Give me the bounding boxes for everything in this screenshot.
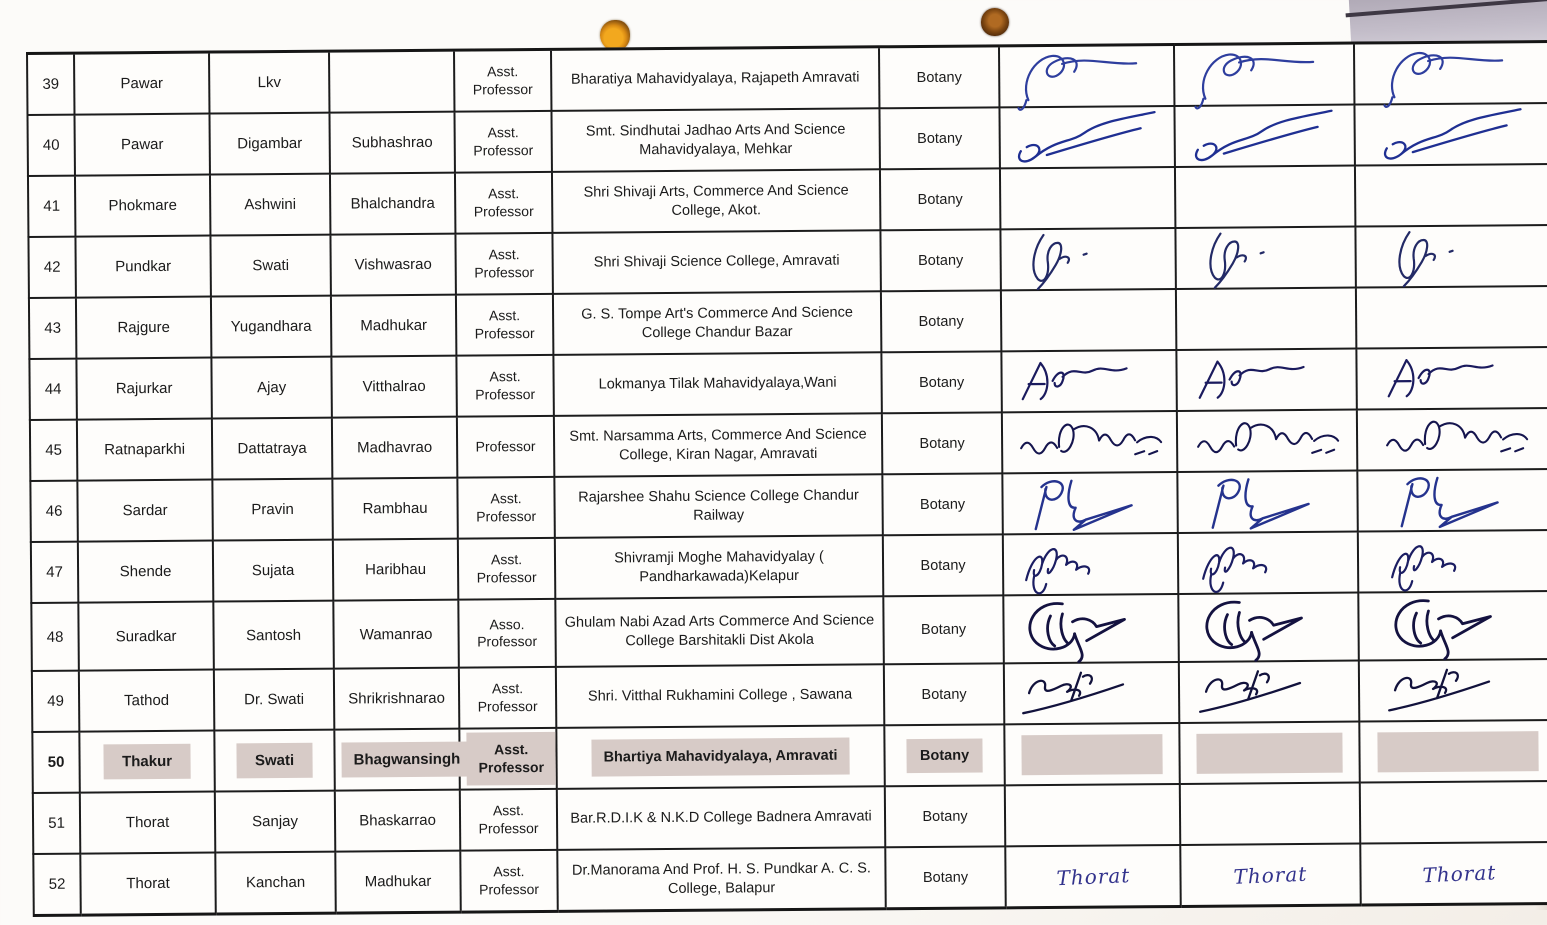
- last-name-cell: [74, 52, 209, 115]
- middle-name-cell: [332, 417, 457, 479]
- signature-cell-2: [1179, 722, 1359, 784]
- designation-cell: [459, 728, 556, 790]
- sr-no-cell: [31, 542, 78, 603]
- subject-cell-text: Botany: [918, 252, 964, 269]
- subject-cell: [882, 412, 1002, 474]
- sr-no-cell-text: 49: [47, 692, 65, 710]
- faculty-roster-table: [26, 40, 1547, 917]
- middle-name-cell: [333, 600, 459, 669]
- sr-no-cell: [30, 481, 77, 542]
- signature-cell-3: [1357, 469, 1547, 532]
- signature-cell-2: [1179, 661, 1359, 723]
- signature-cell-3: [1360, 842, 1547, 905]
- subject-cell: [883, 595, 1004, 664]
- designation-cell-text: Asst. Professor: [472, 63, 533, 97]
- signature-handwritten-name: Thorat: [1421, 859, 1497, 887]
- subject-cell: [884, 724, 1004, 786]
- subject-cell-text: Botany: [919, 435, 965, 452]
- first-name-cell: [211, 296, 331, 358]
- designation-cell: [456, 294, 553, 356]
- first-name-cell: [210, 235, 330, 297]
- middle-name-cell: [330, 234, 455, 296]
- college-cell-text: Bharatiya Mahavidyalaya, Rajapeth Amravati: [570, 69, 860, 88]
- last-name-cell-text: Thorat: [126, 874, 170, 893]
- college-cell: [553, 291, 881, 355]
- designation-cell: [454, 49, 551, 111]
- last-name-cell: [76, 358, 211, 420]
- last-name-cell: [74, 114, 209, 176]
- signature-mark-icon: [1015, 474, 1165, 533]
- middle-name-cell-text: Madhukar: [360, 316, 428, 335]
- subject-cell-text: Botany: [918, 374, 965, 391]
- last-name-cell: [80, 792, 215, 854]
- signature-cell-1: [1002, 411, 1177, 473]
- table-row: [31, 591, 1547, 671]
- signature-cell-1: [999, 106, 1174, 168]
- subject-cell: [884, 663, 1004, 725]
- signature-mark-icon: [1189, 45, 1339, 104]
- college-cell: [551, 108, 879, 172]
- signature-cell-2: [1178, 593, 1359, 662]
- first-name-cell: [212, 479, 332, 541]
- designation-cell: [460, 850, 557, 912]
- middle-name-cell-text: Madhukar: [364, 872, 432, 891]
- first-name-cell-text: Swati: [254, 751, 295, 770]
- last-name-cell-text: Rajurkar: [115, 379, 173, 398]
- signature-cell-1: [1003, 594, 1179, 663]
- signature-mark-icon: [1014, 413, 1164, 472]
- first-name-cell-text: Dattatraya: [237, 439, 307, 458]
- sr-no-cell: [33, 793, 80, 854]
- first-name-cell-text: Sujata: [251, 561, 295, 580]
- subject-cell: [883, 534, 1003, 596]
- college-cell: [553, 352, 881, 416]
- college-cell-text: G. S. Tompe Art's Commerce And Science College Chandur Bazar: [581, 304, 853, 341]
- signature-mark-icon: [1015, 535, 1165, 594]
- middle-name-cell-text: Bhagwansingh: [353, 750, 461, 769]
- signature-cell-3: [1354, 103, 1547, 166]
- last-name-cell-text: Pawar: [120, 135, 164, 154]
- signature-mark-icon: [1190, 228, 1340, 287]
- middle-name-cell: [334, 729, 459, 791]
- designation-cell-text: Asst. Professor: [474, 246, 535, 280]
- college-cell-text: Bhartiya Mahavidyalaya, Amravati: [603, 747, 838, 766]
- last-name-cell: [75, 175, 210, 237]
- last-name-cell-text: Shende: [119, 562, 172, 581]
- signature-mark-icon: [1191, 350, 1341, 409]
- signature-cell-1: [1001, 350, 1176, 412]
- last-name-cell-text: Pawar: [120, 74, 164, 93]
- middle-name-cell: [333, 539, 458, 601]
- signature-mark-icon: [1382, 661, 1532, 720]
- first-name-cell: [212, 418, 332, 480]
- designation-cell: [457, 477, 554, 539]
- signature-mark-icon: [1016, 595, 1167, 662]
- designation-cell: [457, 416, 554, 478]
- signature-cell-3: [1354, 42, 1547, 105]
- signature-cell-2: [1174, 43, 1354, 106]
- signature-mark-icon: [1193, 594, 1344, 661]
- sr-no-cell-text: 45: [45, 441, 63, 459]
- signature-cell-3: [1355, 225, 1547, 288]
- sr-no-cell: [32, 671, 79, 732]
- last-name-cell: [79, 670, 214, 732]
- college-cell-text: Dr.Manorama And Prof. H. S. Pundkar A. C. S. College, Balapur: [571, 860, 871, 897]
- designation-cell-text: Professor: [475, 437, 536, 455]
- subject-cell: [885, 785, 1005, 847]
- college-cell: [557, 786, 885, 850]
- first-name-cell: [210, 174, 330, 236]
- last-name-cell-text: Ratnaparkhi: [104, 440, 186, 459]
- designation-cell: [454, 111, 551, 173]
- college-cell: [556, 725, 884, 789]
- signature-mark-icon: [1379, 227, 1529, 286]
- designation-cell-text: Asst. Professor: [474, 307, 535, 341]
- designation-cell-text: Asst. Professor: [473, 124, 534, 158]
- college-cell: [554, 413, 882, 477]
- signature-handwritten-name: Thorat: [1055, 862, 1131, 890]
- signature-cell-3: [1356, 347, 1547, 410]
- subject-cell: [880, 229, 1000, 291]
- college-cell: [554, 474, 882, 538]
- signature-mark-icon: [1381, 471, 1531, 530]
- signature-cell-1: [999, 44, 1174, 107]
- middle-name-cell: [335, 851, 460, 913]
- middle-name-cell: [335, 790, 460, 852]
- signature-cell-2: [1178, 532, 1358, 594]
- middle-name-cell: [331, 295, 456, 357]
- last-name-cell: [76, 297, 211, 359]
- signature-cell-3: [1356, 286, 1547, 349]
- middle-name-cell-text: Bhaskarrao: [359, 811, 436, 830]
- hole-punch-right-icon: [981, 8, 1009, 36]
- signature-mark-icon: [1189, 106, 1339, 165]
- signature-cell-3: [1355, 164, 1547, 227]
- designation-cell-text: Asso. Professor: [477, 615, 538, 650]
- designation-cell: [455, 172, 552, 234]
- last-name-cell: [77, 419, 212, 481]
- sr-no-cell: [30, 420, 77, 481]
- sr-no-cell: [31, 603, 79, 671]
- signature-cell-1: [1000, 228, 1175, 290]
- signature-cell-2: [1176, 288, 1356, 350]
- first-name-cell: [213, 540, 333, 602]
- signature-cell-1: [1005, 784, 1180, 846]
- college-cell-text: Smt. Sindhutai Jadhao Arts And Science Mahavidyalaya, Mehkar: [585, 121, 846, 158]
- last-name-cell-text: Thakur: [121, 752, 173, 771]
- last-name-cell-text: Tathod: [124, 691, 170, 710]
- signature-cell-2: [1177, 471, 1357, 533]
- last-name-cell-text: Thorat: [125, 813, 170, 832]
- sr-no-cell-text: 47: [46, 563, 63, 581]
- last-name-cell: [77, 480, 212, 542]
- subject-cell-text: Botany: [917, 191, 963, 208]
- college-cell: [556, 664, 884, 728]
- designation-cell: [455, 233, 552, 295]
- subject-cell: [880, 168, 1000, 230]
- middle-name-cell-text: Vitthalrao: [362, 377, 426, 396]
- middle-name-cell: [329, 50, 454, 112]
- last-name-cell: [75, 236, 210, 298]
- signature-cell-2: [1180, 783, 1360, 845]
- college-cell-text: Rajarshee Shahu Science College Chandur Railway: [578, 487, 859, 524]
- signature-cell-1: [1005, 845, 1180, 908]
- middle-name-cell: [329, 112, 454, 174]
- sr-no-cell-text: 50: [47, 753, 65, 771]
- last-name-cell-text: Rajgure: [117, 318, 170, 337]
- last-name-cell-text: Phokmare: [108, 196, 177, 215]
- subject-cell: [879, 107, 999, 169]
- college-cell: [555, 535, 883, 599]
- middle-name-cell: [332, 478, 457, 540]
- signature-mark-icon: [1193, 533, 1343, 592]
- subject-cell: [885, 846, 1005, 908]
- subject-cell-text: Botany: [920, 621, 967, 638]
- sr-no-cell: [27, 53, 74, 115]
- sr-no-cell-text: 40: [42, 136, 60, 154]
- subject-cell-text: Botany: [922, 808, 968, 825]
- signature-cell-3: [1359, 659, 1547, 722]
- college-cell-text: Shri Shivaji Arts, Commerce And Science College, Akot.: [583, 182, 849, 219]
- middle-name-cell: [334, 668, 459, 730]
- last-name-cell: [78, 541, 213, 603]
- subject-cell-text: Botany: [919, 496, 966, 513]
- signature-mark-icon: [1011, 47, 1161, 106]
- subject-cell: [882, 473, 1002, 535]
- signature-mark-icon: [1194, 662, 1344, 721]
- college-cell-text: Shri. Vitthal Rukhamini College , Sawana: [587, 686, 853, 705]
- signature-cell-1: [1001, 289, 1176, 351]
- college-cell: [552, 230, 880, 294]
- sr-no-cell: [29, 298, 76, 359]
- first-name-cell: [214, 730, 334, 792]
- first-name-cell-text: Dr. Swati: [244, 690, 305, 709]
- sr-no-cell-text: 41: [43, 197, 61, 215]
- signature-cell-3: [1357, 408, 1547, 471]
- signature-cell-3: [1359, 720, 1547, 783]
- college-cell-text: Ghulam Nabi Azad Arts Commerce And Science College Barshitakli Dist Akola: [564, 612, 875, 650]
- signature-mark-icon: [1014, 352, 1164, 411]
- signature-cell-1: [1002, 472, 1177, 534]
- first-name-cell: [209, 51, 329, 113]
- signature-cell-3: [1358, 591, 1547, 661]
- last-name-cell: [79, 731, 214, 793]
- first-name-cell: [211, 357, 331, 419]
- designation-cell-text: Asst. Professor: [476, 490, 537, 524]
- designation-cell: [458, 538, 555, 600]
- signature-cell-2: [1174, 105, 1354, 167]
- signature-cell-2: [1176, 349, 1356, 411]
- college-cell: [552, 169, 880, 233]
- designation-cell-text: Asst. Professor: [479, 863, 540, 897]
- signature-mark-icon: [1192, 472, 1342, 531]
- designation-cell-text: Asst. Professor: [475, 368, 536, 402]
- last-name-cell-text: Suradkar: [115, 627, 177, 645]
- middle-name-cell-text: Madhavrao: [357, 438, 433, 457]
- designation-cell-text: Asst. Professor: [478, 802, 539, 836]
- signature-mark-icon: [1380, 410, 1530, 469]
- sr-no-cell: [28, 237, 75, 298]
- middle-name-cell-text: Haribhau: [365, 560, 427, 579]
- first-name-cell-text: Lkv: [257, 73, 281, 92]
- first-name-cell-text: Swati: [252, 256, 290, 275]
- subject-cell-text: Botany: [917, 130, 963, 147]
- first-name-cell-text: Digambar: [237, 134, 303, 153]
- last-name-cell-text: Sardar: [122, 501, 168, 520]
- middle-name-cell: [330, 173, 455, 235]
- last-name-cell-text: Pundkar: [115, 257, 172, 276]
- table-row: [33, 842, 1547, 915]
- middle-name-cell-text: Wamanrao: [359, 625, 433, 643]
- subject-cell-text: Botany: [920, 557, 966, 574]
- sr-no-cell: [32, 732, 79, 793]
- signature-cell-1: [1004, 662, 1179, 724]
- first-name-cell: [215, 791, 335, 853]
- first-name-cell: [215, 852, 335, 914]
- signature-mark-icon: [1377, 44, 1527, 103]
- subject-cell-text: Botany: [922, 869, 969, 886]
- middle-name-cell-text: Vishwasrao: [354, 255, 432, 274]
- subject-cell: [881, 351, 1001, 413]
- signature-cell-1: [1003, 533, 1178, 595]
- subject-cell: [881, 290, 1001, 352]
- signature-cell-3: [1360, 781, 1547, 844]
- first-name-cell-text: Sanjay: [252, 812, 299, 831]
- middle-name-cell-text: Bhalchandra: [350, 194, 435, 213]
- subject-cell-text: Botany: [921, 686, 967, 703]
- last-name-cell: [78, 602, 214, 671]
- designation-cell: [459, 667, 556, 729]
- designation-cell-text: Asst. Professor: [476, 551, 537, 585]
- sr-no-cell-text: 46: [45, 502, 63, 520]
- college-cell: [551, 47, 879, 111]
- signature-cell-3: [1358, 530, 1547, 593]
- college-cell: [557, 847, 885, 911]
- signature-handwritten-name: Thorat: [1233, 861, 1308, 889]
- sr-no-cell: [27, 115, 74, 176]
- college-cell-text: Smt. Narsamma Arts, Commerce And Science College, Kiran Nagar, Amravati: [569, 426, 867, 463]
- middle-name-cell-text: Shrikrishnarao: [348, 689, 446, 708]
- signature-mark-icon: [1012, 108, 1162, 167]
- college-cell: [555, 596, 884, 667]
- first-name-cell-text: Kanchan: [245, 873, 306, 892]
- signature-cell-2: [1180, 844, 1360, 907]
- signature-mark-icon: [1381, 532, 1531, 591]
- signature-mark-icon: [1382, 592, 1533, 659]
- sr-no-cell-text: 51: [48, 814, 65, 832]
- subject-cell: [879, 46, 999, 108]
- subject-cell-text: Botany: [919, 747, 970, 764]
- sr-no-cell-text: 52: [48, 875, 66, 893]
- signature-cell-2: [1175, 227, 1355, 289]
- sr-no-cell-text: 44: [44, 380, 62, 398]
- sr-no-cell: [28, 176, 75, 237]
- middle-name-cell-text: Rambhau: [362, 499, 428, 518]
- signature-mark-icon: [1192, 411, 1342, 470]
- signature-cell-2: [1175, 166, 1355, 228]
- first-name-cell-text: Santosh: [245, 626, 302, 644]
- middle-name-cell-text: Subhashrao: [351, 133, 433, 152]
- signature-mark-icon: [1378, 105, 1528, 164]
- first-name-cell-text: Ajay: [256, 378, 287, 397]
- signature-cell-2: [1177, 410, 1357, 472]
- designation-cell-text: Asst. Professor: [473, 185, 534, 219]
- sr-no-cell: [33, 854, 80, 916]
- sr-no-cell-text: 48: [46, 628, 64, 646]
- middle-name-cell: [331, 356, 456, 418]
- college-cell-text: Shri Shivaji Science College, Amravati: [593, 252, 840, 271]
- sr-no-cell-text: 42: [43, 258, 61, 276]
- first-name-cell: [214, 669, 334, 731]
- first-name-cell-text: Ashwini: [244, 195, 297, 214]
- signature-mark-icon: [1016, 664, 1166, 723]
- college-cell-text: Bar.R.D.I.K & N.K.D College Badnera Amravati: [570, 808, 872, 827]
- signature-cell-1: [1000, 167, 1175, 229]
- designation-cell: [456, 355, 553, 417]
- signature-mark-icon: [1380, 349, 1530, 408]
- designation-cell: [460, 789, 557, 851]
- college-cell-text: Lokmanya Tilak Mahavidyalaya,Wani: [598, 374, 837, 393]
- first-name-cell: [213, 601, 334, 670]
- designation-cell-text: Asst. Professor: [478, 741, 545, 775]
- college-cell-text: Shivramji Moghe Mahavidyalay ( Pandharkawada)Kelapur: [614, 548, 824, 585]
- first-name-cell: [209, 113, 329, 175]
- document-sheet: [26, 40, 1547, 917]
- designation-cell: [458, 599, 556, 668]
- sr-no-cell-text: 39: [42, 75, 60, 93]
- first-name-cell-text: Pravin: [251, 500, 294, 519]
- first-name-cell-text: Yugandhara: [230, 317, 312, 336]
- designation-cell-text: Asst. Professor: [477, 680, 538, 714]
- last-name-cell: [80, 853, 215, 916]
- sr-no-cell: [29, 359, 76, 420]
- signature-cell-1: [1004, 723, 1179, 785]
- subject-cell-text: Botany: [918, 313, 964, 330]
- sr-no-cell-text: 43: [44, 319, 62, 337]
- signature-mark-icon: [1013, 230, 1163, 289]
- subject-cell-text: Botany: [916, 69, 962, 86]
